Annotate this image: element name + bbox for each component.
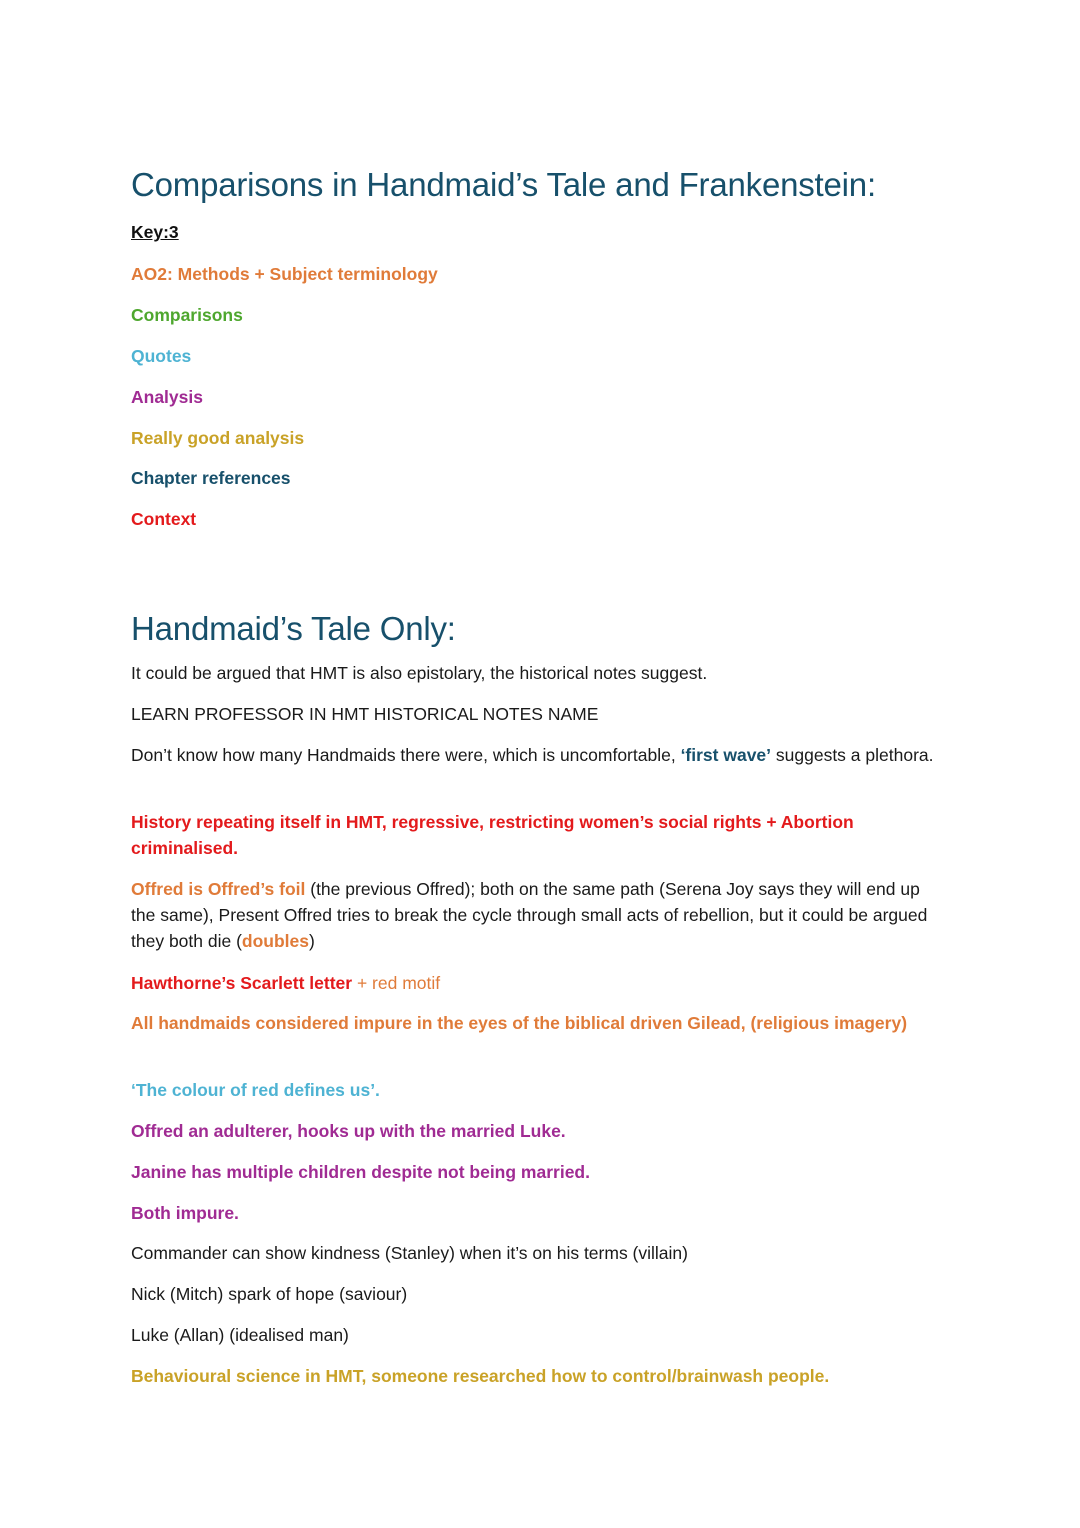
context-hawthorne: Hawthorne’s Scarlett letter (131, 973, 353, 993)
section-heading-handmaids-tale: Handmaid’s Tale Only: (131, 610, 456, 647)
note-handmaid-count (131, 742, 941, 768)
note-foil-end: ) (309, 931, 315, 951)
note-foil-text: (the previous Offred); both on the same path (Serena Joy says they will end up the same), Present Offred tries to break the cycle through small acts of rebellion, but it could be argued they both die ( (131, 879, 928, 951)
analysis-behavioural-science: Behavioural science in HMT, someone researched how to control/brainwash people. (131, 1366, 830, 1386)
note-foil-doubles: doubles (241, 931, 309, 951)
note-learn-professor: LEARN PROFESSOR IN HMT HISTORICAL NOTES NAME (131, 704, 599, 724)
note-epistolary: It could be argued that HMT is also epistolary, the historical notes suggest. (131, 663, 708, 683)
key-comparisons: Comparisons (131, 305, 243, 325)
note-handmaid-count-b: suggests a plethora. (771, 745, 934, 765)
note-foil-label: Offred is Offred’s foil (131, 879, 306, 899)
key-context: Context (131, 509, 197, 529)
note-nick: Nick (Mitch) spark of hope (saviour) (131, 1284, 408, 1304)
quote-colour-red: ‘The colour of red defines us’. (131, 1080, 380, 1100)
note-luke: Luke (Allan) (idealised man) (131, 1325, 349, 1345)
quote-first-wave: ‘first wave’ (680, 745, 772, 765)
note-hawthorne (131, 970, 440, 996)
analysis-both-impure: Both impure. (131, 1203, 239, 1223)
note-history-repeating: History repeating itself in HMT, regressive, restricting women’s social rights + Abortion criminalised. (131, 812, 854, 858)
note-handmaid-count-a: Don’t know how many Handmaids there were, which is uncomfortable, (131, 745, 681, 765)
document-title: Comparisons in Handmaid’s Tale and Frankenstein: (131, 166, 876, 203)
key-heading: Key:3 (131, 222, 179, 242)
key-methods: AO2: Methods + Subject terminology (131, 264, 438, 284)
note-impure: All handmaids considered impure in the eyes of the biblical driven Gilead, (religious imagery) (131, 1013, 908, 1033)
key-analysis: Analysis (131, 387, 203, 407)
analysis-adulterer: Offred an adulterer, hooks up with the married Luke. (131, 1121, 566, 1141)
key-chapter-references: Chapter references (131, 468, 291, 488)
analysis-janine: Janine has multiple children despite not being married. (131, 1162, 590, 1182)
key-quotes: Quotes (131, 346, 192, 366)
method-red-motif: + red motif (352, 973, 441, 993)
key-really-good-analysis: Really good analysis (131, 428, 305, 448)
note-offred-foil (131, 876, 941, 954)
note-commander: Commander can show kindness (Stanley) when it’s on his terms (villain) (131, 1243, 688, 1263)
